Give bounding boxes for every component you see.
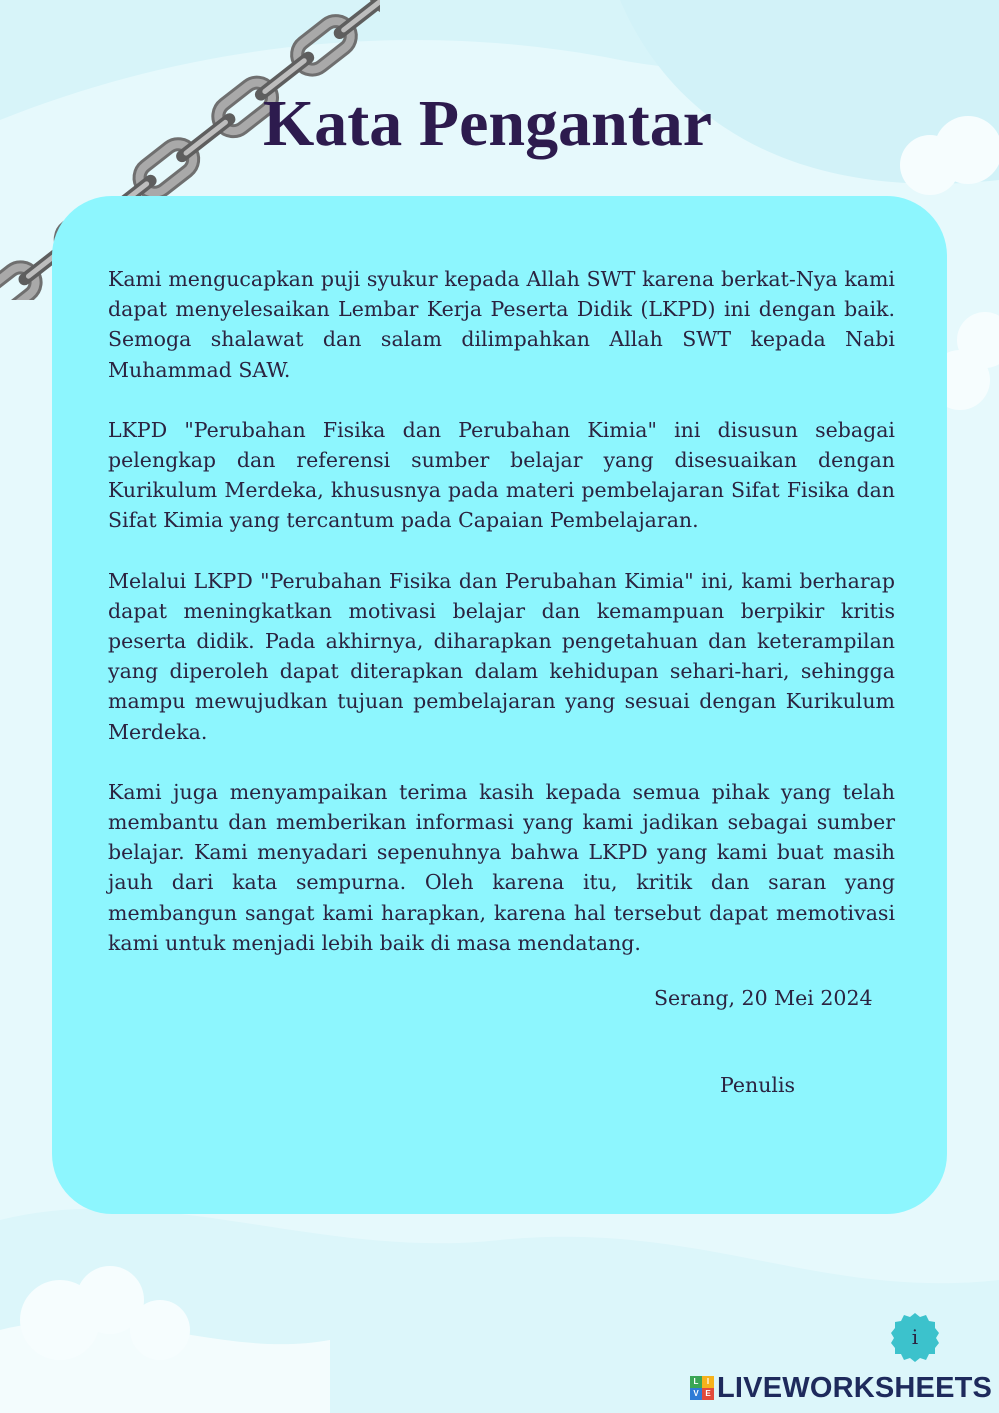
place-date: Serang, 20 Mei 2024 [654,986,873,1010]
page-title: Kata Pengantar [262,87,713,160]
logo-letter: L [690,1376,702,1388]
page-number: i [911,1325,919,1349]
logo-letter: V [690,1388,702,1400]
paragraph: LKPD "Perubahan Fisika dan Perubahan Kimia" ini disusun sebagai pelengkap dan referensi sumber belajar yang disesuaikan dengan Kurikulum Merdeka, khususnya pada materi pembelajaran Sifat Fisika dan Sifat Kimia yang tercantum pada Capaian Pembelajaran. [108,417,895,533]
logo-letter: I [702,1376,714,1388]
logo-letter: E [702,1388,714,1400]
brand-text: LIVEWORKSHEETS [717,1371,993,1404]
signer: Penulis [720,1073,796,1097]
liveworksheets-logo-icon [690,1376,714,1400]
paragraph: Melalui LKPD "Perubahan Fisika dan Perubahan Kimia" ini, kami berharap dapat meningkatkan motivasi belajar dan kemampuan berpikir kritis peserta didik. Pada akhirnya, diharapkan pengetahuan dan keterampilan yang diperoleh dapat diterapkan dalam kehidupan sehari-hari, sehingga mampu mewujudkan tujuan pembelajaran yang sesuai dengan Kurikulum Merdeka. [108,568,895,744]
preface-body [108,264,895,988]
paragraph: Kami mengucapkan puji syukur kepada Allah SWT karena berkat-Nya kami dapat menyelesaikan Lembar Kerja Peserta Didik (LKPD) ini dengan baik. Semoga shalawat dan salam dilimpahkan Allah SWT kepada Nabi Muhammad SAW. [108,267,895,382]
liveworksheets-brand [690,1372,992,1404]
paragraph: Kami juga menyampaikan terima kasih kepada semua pihak yang telah membantu dan memberikan informasi yang kami jadikan sebagai sumber belajar. Kami menyadari sepenuhnya bahwa LKPD yang kami buat masih jauh dari kata sempurna. Oleh karena itu, kritik dan saran yang membangun sangat kami harapkan, karena hal tersebut dapat memotivasi kami untuk menjadi lebih baik di masa mendatang. [108,779,895,955]
